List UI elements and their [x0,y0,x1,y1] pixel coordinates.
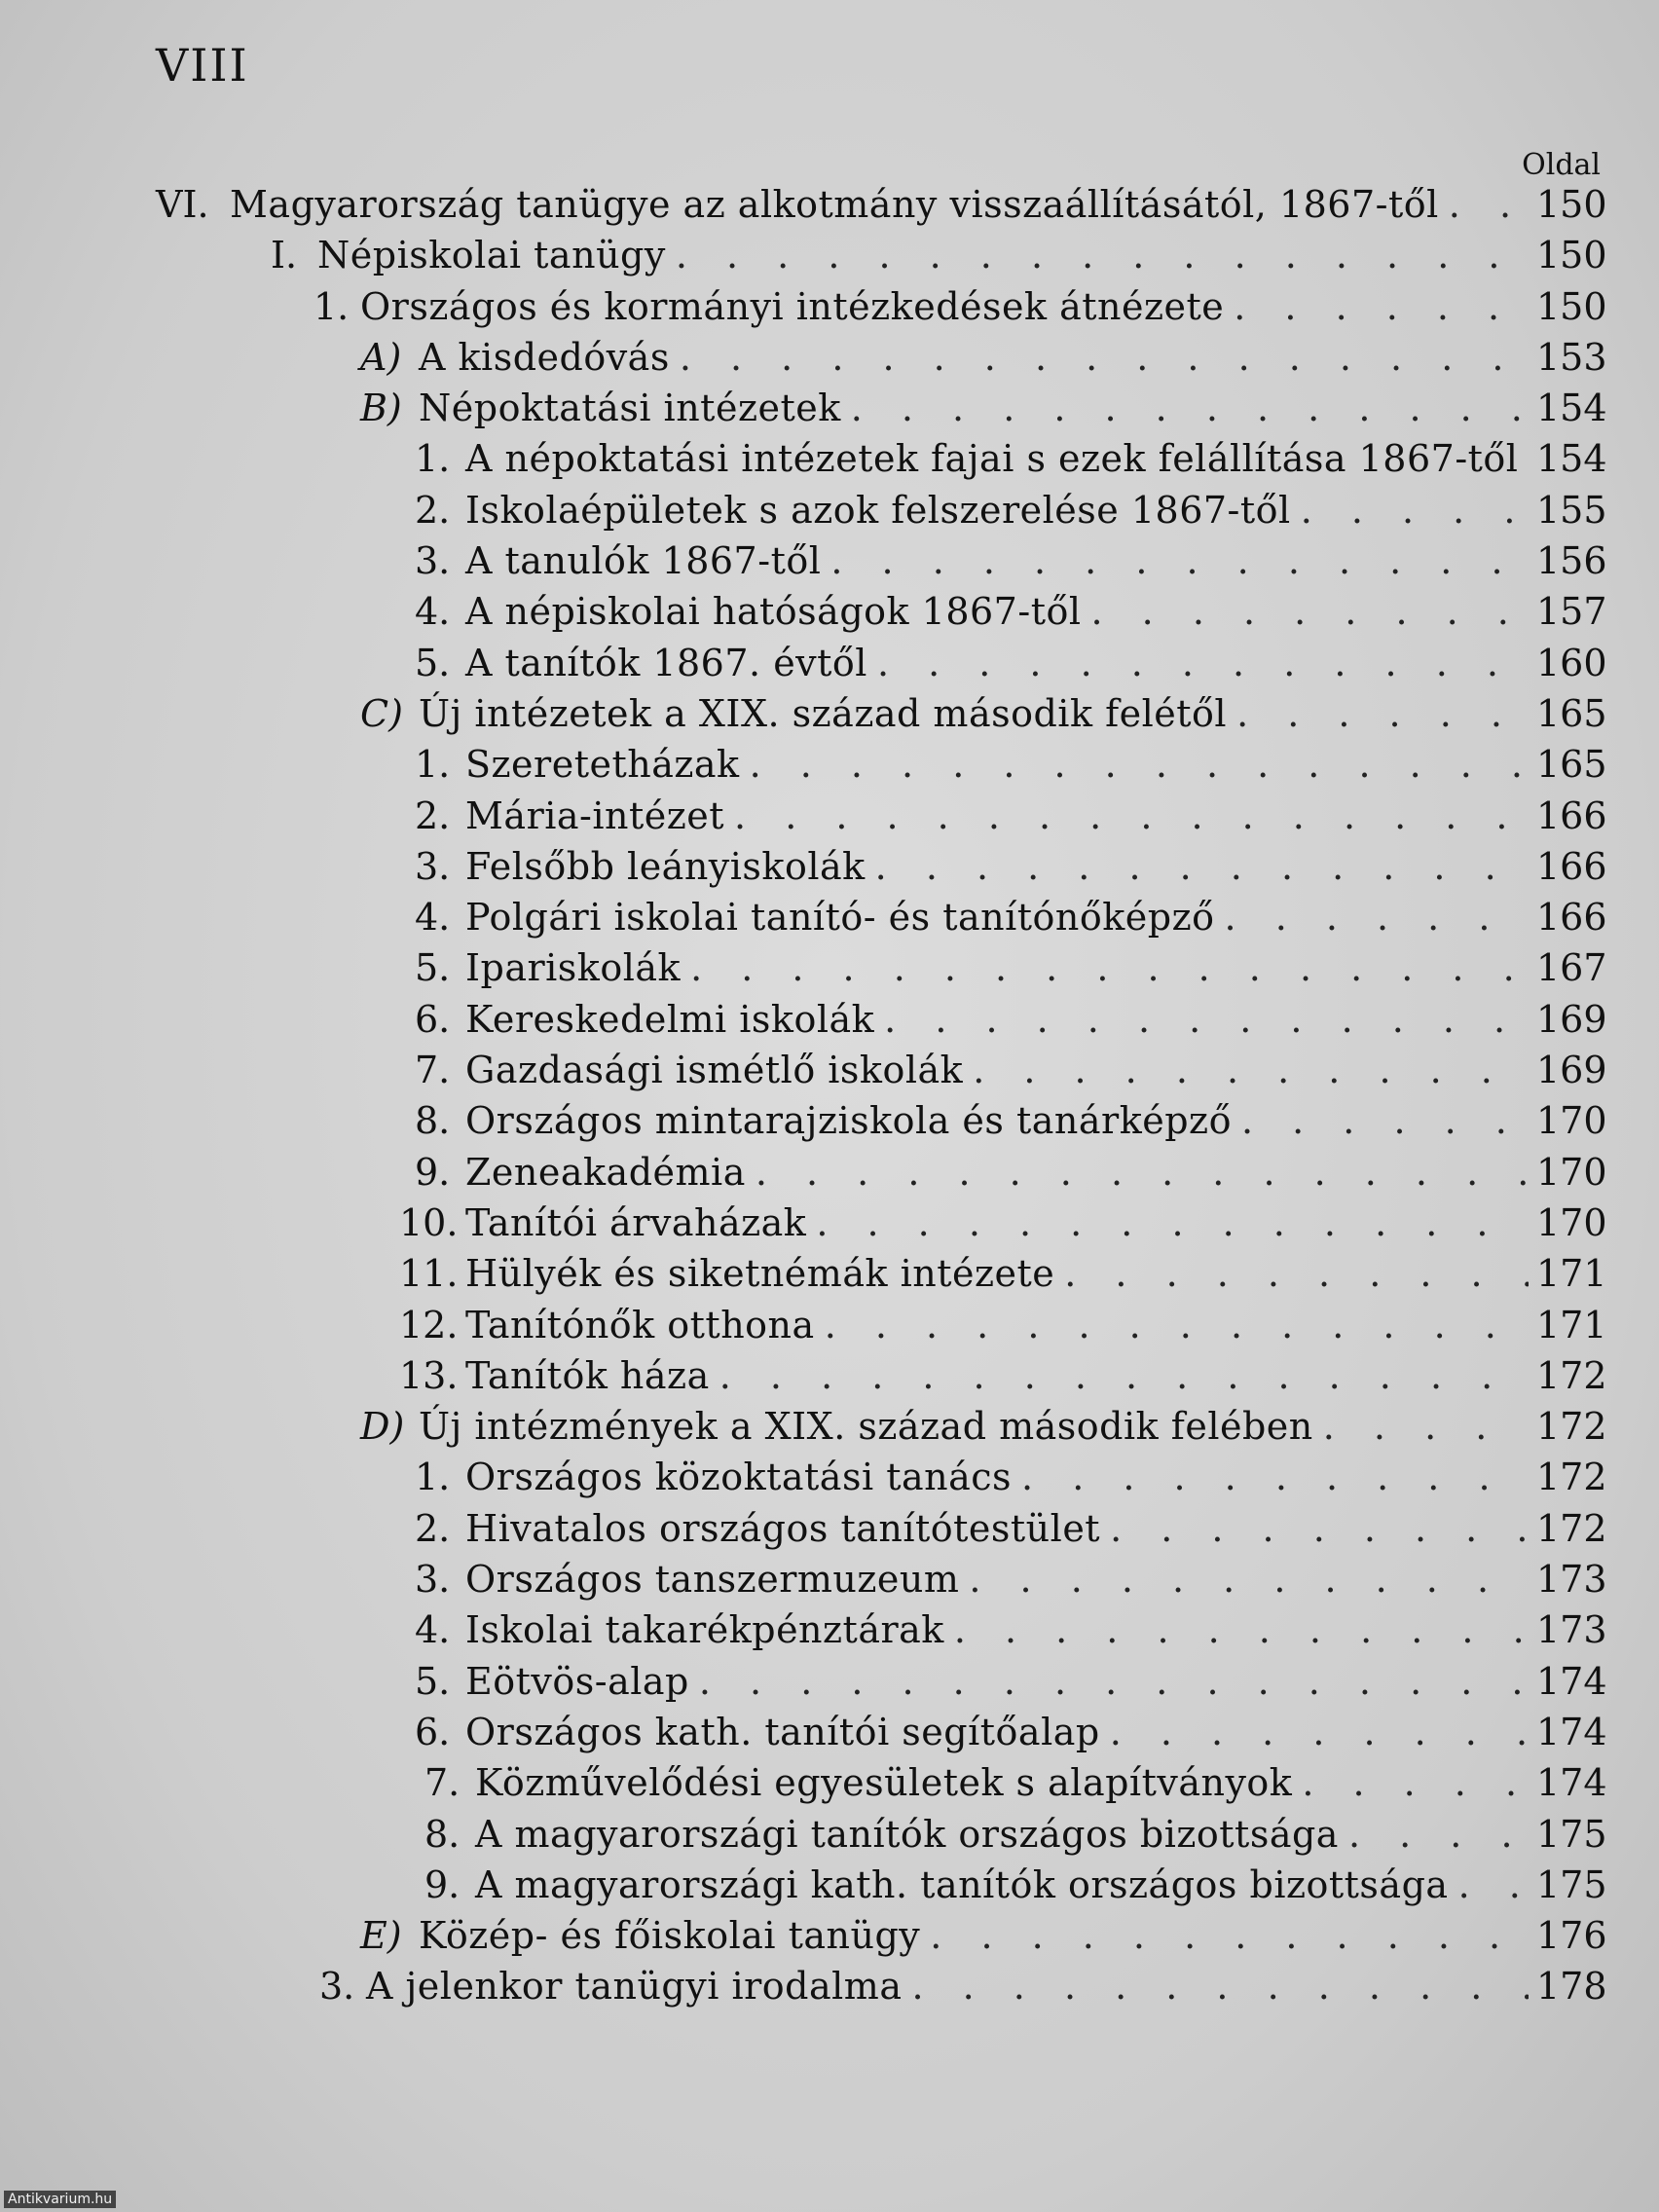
toc-entry-title: Tanítók háza [465,1353,710,1397]
toc-entry [156,1761,1607,1812]
toc-entry-page: 174 [1536,1710,1607,1753]
toc-entry-number: 12. [399,1303,459,1346]
toc-entry [156,437,1607,488]
toc-entry [156,1558,1607,1608]
toc-entry-number: 5. [415,946,451,990]
toc-entry-title: Új intézetek a XIX. század második felétől [419,691,1228,735]
toc-entry-number: 8. [424,1812,461,1856]
toc-entry [156,1049,1607,1099]
toc-entry-number: 4. [415,896,451,940]
toc-entry-number: 1. [415,1456,451,1499]
leader-dots [1225,896,1529,939]
toc-entry-number: 10. [399,1200,459,1244]
leader-dots [690,946,1529,989]
toc-entry-page: 150 [1536,234,1607,277]
toc-entry [156,1710,1607,1761]
toc-entry-title: A magyarországi kath. tanítók országos bizottsága [475,1862,1449,1906]
toc-entry-number: 8. [415,1099,451,1143]
toc-entry-page: 170 [1536,1150,1607,1194]
toc-entry [156,284,1607,336]
toc-entry-page: 173 [1536,1608,1607,1652]
toc-entry-page: 154 [1536,437,1607,481]
toc-entry-title: Tanítónők otthona [465,1303,815,1346]
leader-dots [1458,1863,1529,1906]
toc-entry-title: A népiskolai hatóságok 1867-től [465,590,1082,634]
toc-entry-page: 174 [1536,1761,1607,1805]
toc-entry [156,539,1607,590]
toc-entry-number: 3. [415,844,451,888]
toc-entry [156,1914,1607,1965]
toc-entry-title: Felsőbb leányiskolák [465,844,866,888]
toc-entry-title: Gazdasági ismétlő iskolák [465,1049,964,1092]
toc-entry [156,1353,1607,1405]
toc-entry [156,793,1607,845]
leader-dots [734,794,1529,837]
toc-entry-number: 1. [313,284,350,328]
toc-entry-number: C) [360,691,403,735]
toc-entry-page: 165 [1536,743,1607,787]
leader-dots [1302,1761,1529,1804]
leader-dots [877,642,1529,684]
toc-entry [156,691,1607,743]
toc-entry-page: 166 [1536,896,1607,940]
toc-entry-title: Eötvös-alap [465,1659,689,1703]
leader-dots [884,998,1529,1041]
toc-entry [156,1405,1607,1456]
toc-entry-number: 7. [424,1761,461,1805]
leader-dots [680,336,1529,379]
toc-entry-page: 156 [1536,539,1607,583]
toc-entry-page: 170 [1536,1200,1607,1244]
toc-entry-title: A magyarországi tanítók országos bizottsága [475,1812,1339,1856]
leader-dots [954,1608,1529,1651]
toc-entry-number: VI. [156,183,209,226]
toc-entry-title: Kereskedelmi iskolák [465,997,875,1041]
toc-entry-page: 153 [1536,335,1607,379]
toc-entry-title: Polgári iskolai tanító- és tanítónőképző [465,896,1215,940]
leader-dots [1236,692,1529,735]
page-column-label: Oldal [1522,148,1601,182]
toc-entry-number: I. [271,234,298,277]
toc-entry [156,1150,1607,1201]
toc-entry [156,896,1607,946]
toc-entry [156,1456,1607,1506]
toc-entry-title: A tanítók 1867. évtől [465,641,867,684]
toc-entry-number: 9. [415,1150,451,1194]
page-number: VIII [156,39,249,92]
toc-entry-number: 3. [415,539,451,583]
leader-dots [1348,1813,1529,1856]
toc-entry-page: 166 [1536,793,1607,837]
toc-entry-title: Országos tanszermuzeum [465,1558,960,1602]
toc-entry-title: Új intézmények a XIX. század második felében [419,1405,1313,1449]
toc-entry [156,1506,1607,1558]
toc-entry-number: 4. [415,1608,451,1652]
leader-dots [830,539,1529,582]
toc-entry-title: Iskolai takarékpénztárak [465,1608,944,1652]
leader-dots [973,1049,1529,1091]
toc-entry-number: B) [360,387,402,430]
toc-entry-title: A jelenkor tanügyi irodalma [366,1965,903,2009]
toc-entry-title: Népiskolai tanügy [317,234,666,277]
toc-entry-number: D) [360,1405,405,1449]
toc-entry-number: 2. [415,1506,451,1550]
toc-entry-number: 7. [415,1049,451,1092]
toc-entry-title: Szeretetházak [465,743,740,787]
toc-entry-number: 6. [415,1710,451,1753]
leader-dots [1110,1507,1529,1550]
toc-entry-title: Iskolaépületek s azok felszerelése 1867-től [465,488,1291,532]
toc-entry-number: A) [360,335,402,379]
toc-entry-number: 4. [415,590,451,634]
leader-dots [756,1151,1529,1194]
toc-entry-page: 154 [1536,387,1607,430]
leader-dots [1234,285,1529,328]
toc-entry-title: Országos mintarajziskola és tanárképző [465,1099,1232,1143]
leader-dots [1091,590,1530,633]
toc-entry-page: 171 [1536,1252,1607,1296]
table-of-contents [156,183,1607,2016]
toc-entry-number: 2. [415,488,451,532]
toc-entry-title: Tanítói árvaházak [465,1200,807,1244]
leader-dots [1449,183,1529,226]
toc-entry-number: 6. [415,997,451,1041]
toc-entry-page: 174 [1536,1659,1607,1703]
toc-entry-page: 178 [1536,1965,1607,2009]
leader-dots [1241,1099,1529,1142]
toc-entry-page: 175 [1536,1812,1607,1856]
toc-entry-title: Zeneakadémia [465,1150,746,1194]
leader-dots [1021,1456,1529,1498]
leader-dots [816,1201,1529,1244]
leader-dots [699,1660,1529,1703]
toc-entry-page: 166 [1536,844,1607,888]
toc-entry [156,1812,1607,1863]
leader-dots [719,1354,1529,1397]
toc-entry [156,1608,1607,1659]
toc-entry [156,488,1607,539]
toc-entry-title: Közép- és főiskolai tanügy [419,1914,921,1958]
toc-entry-page: 176 [1536,1914,1607,1958]
leader-dots [1323,1405,1529,1448]
leader-dots [875,845,1529,888]
toc-entry-page: 169 [1536,1049,1607,1092]
toc-entry-number: E) [360,1914,402,1958]
toc-entry-number: 13. [399,1353,459,1397]
leader-dots [969,1558,1529,1601]
toc-entry-page: 173 [1536,1558,1607,1602]
leader-dots [1110,1711,1529,1753]
leader-dots [825,1304,1529,1346]
leader-dots [1064,1252,1529,1295]
toc-entry-number: 2. [415,793,451,837]
toc-entry-title: Népoktatási intézetek [419,387,841,430]
toc-entry-title: A népoktatási intézetek fajai s ezek felállítása 1867-től [465,437,1519,481]
toc-entry-number: 9. [424,1862,461,1906]
toc-entry-title: Országos és kormányi intézkedések átnézete [360,284,1225,328]
toc-entry [156,997,1607,1049]
toc-entry-title: Hülyék és siketnémák intézete [465,1252,1055,1296]
toc-entry [156,1965,1607,2015]
leader-dots [750,743,1529,786]
toc-entry-page: 150 [1536,284,1607,328]
toc-entry-page: 172 [1536,1506,1607,1550]
toc-entry-title: Országos közoktatási tanács [465,1456,1013,1499]
toc-entry-page: 155 [1536,488,1607,532]
toc-entry [156,234,1607,284]
toc-entry-number: 3. [415,1558,451,1602]
toc-entry-page: 171 [1536,1303,1607,1346]
watermark: Antikvarium.hu [4,2191,116,2208]
toc-entry-page: 172 [1536,1405,1607,1449]
toc-entry-page: 172 [1536,1456,1607,1499]
toc-entry-title: A tanulók 1867-től [465,539,822,583]
toc-entry-title: Mária-intézet [465,793,725,837]
toc-entry [156,1303,1607,1354]
toc-entry [156,844,1607,896]
leader-dots [851,387,1529,429]
toc-entry [156,1200,1607,1252]
leader-dots [1301,489,1529,532]
toc-entry-page: 169 [1536,997,1607,1041]
toc-entry-title: A kisdedóvás [419,335,670,379]
toc-entry-page: 165 [1536,691,1607,735]
toc-entry-page: 175 [1536,1862,1607,1906]
toc-entry-number: 5. [415,1659,451,1703]
toc-entry-title: Ipariskolák [465,946,682,990]
toc-entry [156,1252,1607,1303]
toc-entry-page: 167 [1536,946,1607,990]
toc-entry [156,335,1607,387]
toc-entry-page: 160 [1536,641,1607,684]
toc-entry [156,743,1607,793]
toc-entry-page: 170 [1536,1099,1607,1143]
toc-entry-title: Közművelődési egyesületek s alapítványok [475,1761,1293,1805]
toc-entry [156,590,1607,641]
leader-dots [676,234,1529,276]
toc-entry [156,1659,1607,1711]
toc-entry [156,183,1607,234]
toc-entry [156,1862,1607,1914]
toc-entry-page: 150 [1536,183,1607,226]
toc-entry-title: Magyarország tanügye az alkotmány visszaállításától, 1867-től [230,183,1439,226]
toc-entry [156,946,1607,997]
toc-entry [156,1099,1607,1150]
toc-entry-number: 5. [415,641,451,684]
toc-entry-number: 11. [399,1252,459,1296]
toc-entry-page: 157 [1536,590,1607,634]
toc-entry-title: Hivatalos országos tanítótestület [465,1506,1101,1550]
toc-entry [156,387,1607,437]
toc-entry-number: 1. [415,437,451,481]
toc-entry [156,641,1607,692]
toc-entry-page: 172 [1536,1353,1607,1397]
toc-entry-number: 1. [415,743,451,787]
toc-entry-title: Országos kath. tanítói segítőalap [465,1710,1100,1753]
toc-entry-number: 3. [319,1965,355,2009]
leader-dots [911,1965,1529,2008]
leader-dots [1528,437,1529,480]
leader-dots [930,1914,1529,1957]
